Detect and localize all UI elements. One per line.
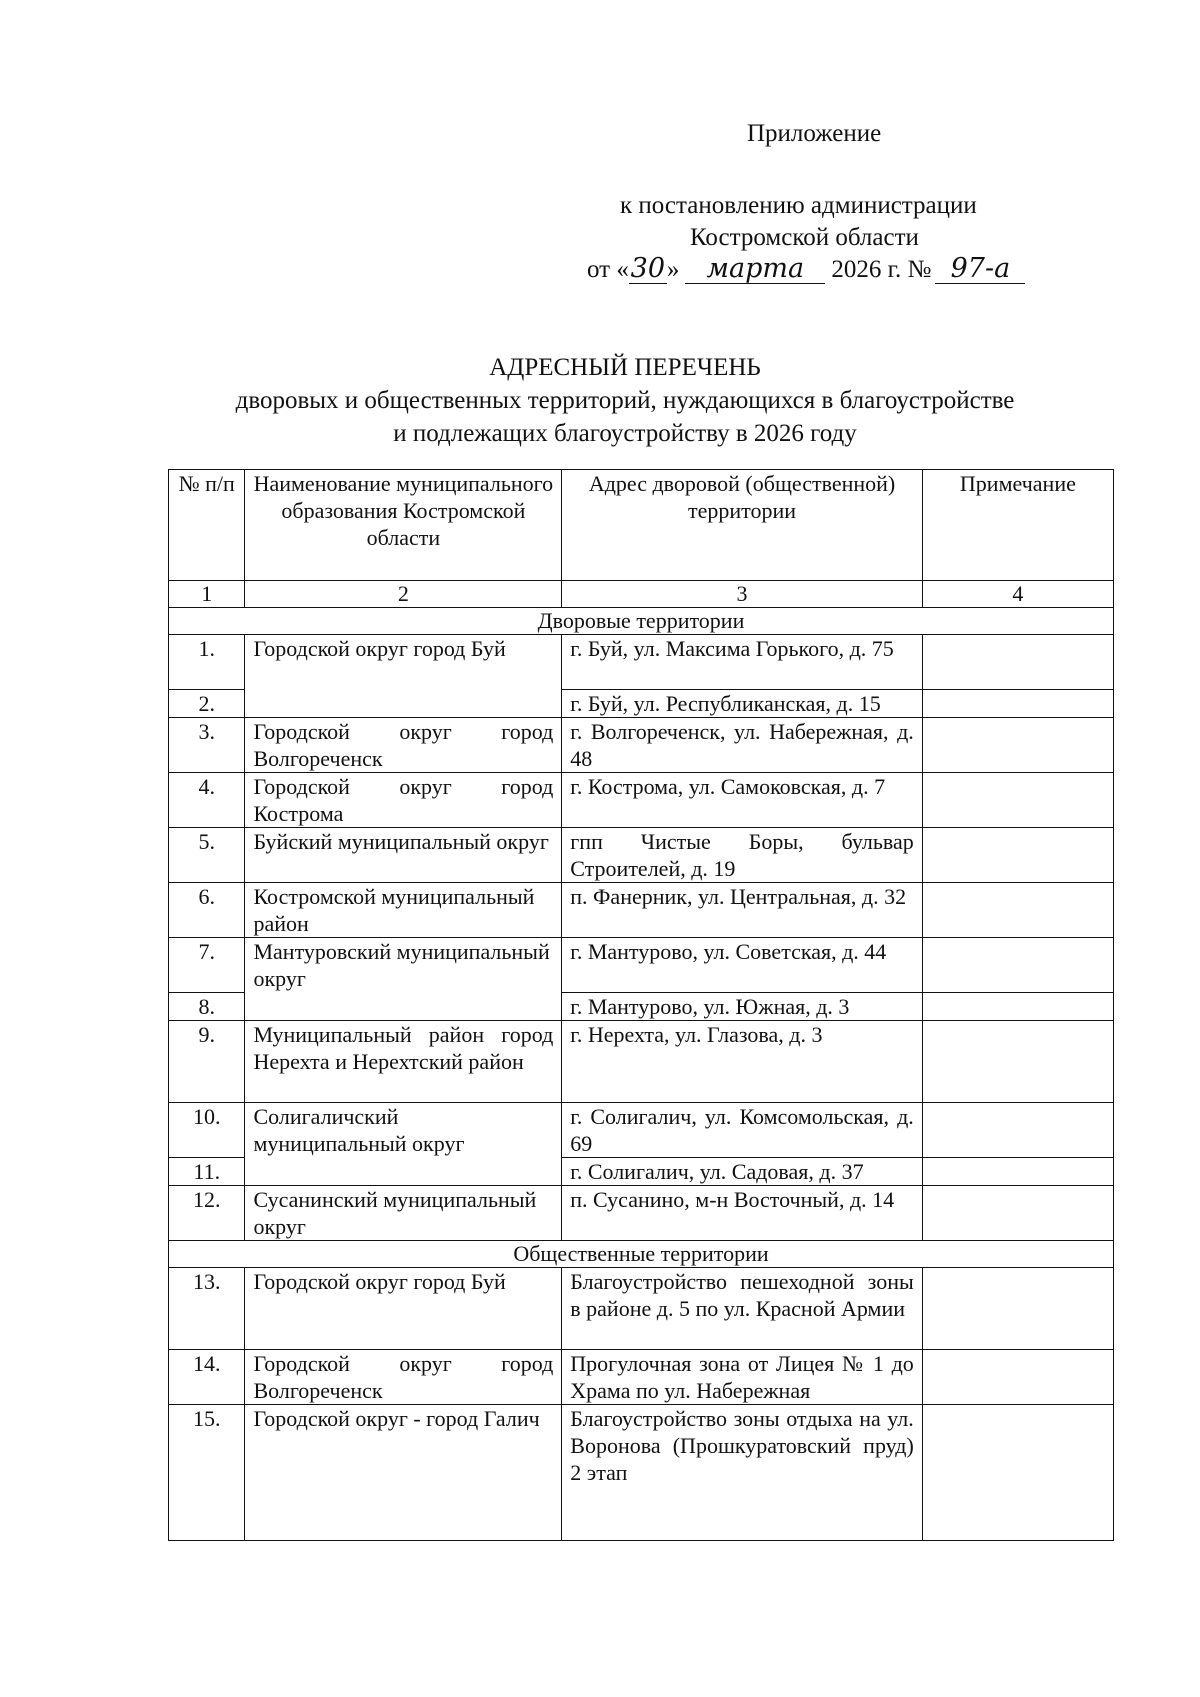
date-day-handwritten: 30	[630, 253, 666, 284]
column-number: 2	[245, 581, 562, 608]
table-row	[169, 773, 1114, 828]
table-header-row	[169, 470, 1114, 581]
header-cell-address: Адрес дворовой (общественной) территории	[562, 470, 923, 581]
section-title: Общественные территории	[169, 1241, 1114, 1268]
municipality-cell: Мантуровский муниципальный округ	[245, 938, 562, 1021]
date-prefix: от «	[587, 256, 629, 283]
note-cell	[922, 1021, 1113, 1103]
decree-date-line	[587, 254, 1025, 286]
address-cell: г. Солигалич, ул. Садовая, д. 37	[562, 1158, 923, 1186]
note-cell	[922, 1186, 1113, 1241]
note-cell	[922, 690, 1113, 718]
table-row	[169, 1103, 1114, 1158]
address-cell: п. Сусанино, м-н Восточный, д. 14	[562, 1186, 923, 1241]
table-row	[169, 1350, 1114, 1405]
table-row	[169, 828, 1114, 883]
row-number: 9.	[169, 1021, 245, 1103]
decree-ref-line2: Костромской области	[690, 224, 919, 251]
address-cell: г. Солигалич, ул. Комсомольская, д. 69	[562, 1103, 923, 1158]
address-cell: Прогулочная зона от Лицея № 1 до Храма по ул. Набережная	[562, 1350, 923, 1405]
row-number: 15.	[169, 1405, 245, 1541]
municipality-cell: Городской округ город Волгореченск	[245, 718, 562, 773]
column-number: 4	[922, 581, 1113, 608]
row-number: 1.	[169, 635, 245, 690]
header-cell-note: Примечание	[922, 470, 1113, 581]
date-mid: »	[666, 256, 680, 283]
row-number: 10.	[169, 1103, 245, 1158]
address-cell: Благоустройство пешеходной зоны в районе д. 5 по ул. Красной Армии	[562, 1268, 923, 1350]
table-row	[169, 1021, 1114, 1103]
municipality-cell: Городской округ город Буй	[245, 635, 562, 718]
table-row	[169, 718, 1114, 773]
appendix-label: Приложение	[747, 120, 882, 147]
row-number: 5.	[169, 828, 245, 883]
municipality-cell: Городской округ город Буй	[245, 1268, 562, 1350]
address-cell: г. Кострома, ул. Самоковская, д. 7	[562, 773, 923, 828]
table-row	[169, 938, 1114, 993]
note-cell	[922, 1103, 1113, 1158]
note-cell	[922, 1405, 1113, 1541]
doc-subtitle-line1: дворовых и общественных территорий, нуждающихся в благоустройстве	[235, 387, 1015, 414]
decree-ref-line1: к постановлению администрации	[620, 192, 977, 219]
section-title: Дворовые территории	[169, 608, 1114, 635]
note-cell	[922, 883, 1113, 938]
municipality-cell: Сусанинский муниципальный округ	[245, 1186, 562, 1241]
note-cell	[922, 635, 1113, 690]
address-cell: г. Мантурово, ул. Южная, д. 3	[562, 993, 923, 1021]
table-row	[169, 1186, 1114, 1241]
address-cell: г. Мантурово, ул. Советская, д. 44	[562, 938, 923, 993]
note-cell	[922, 1268, 1113, 1350]
address-cell: гпп Чистые Боры, бульвар Строителей, д. 19	[562, 828, 923, 883]
row-number: 14.	[169, 1350, 245, 1405]
address-cell: п. Фанерник, ул. Центральная, д. 32	[562, 883, 923, 938]
address-list-table	[168, 469, 1114, 1541]
doc-title: АДРЕСНЫЙ ПЕРЕЧЕНЬ	[489, 354, 761, 381]
header-cell-municipality: Наименование муниципального образования Костромской области	[245, 470, 562, 581]
row-number: 8.	[169, 993, 245, 1021]
address-cell: г. Нерехта, ул. Глазова, д. 3	[562, 1021, 923, 1103]
row-number: 4.	[169, 773, 245, 828]
row-number: 12.	[169, 1186, 245, 1241]
table-row	[169, 883, 1114, 938]
note-cell	[922, 1158, 1113, 1186]
note-cell	[922, 993, 1113, 1021]
address-cell: г. Буй, ул. Максима Горького, д. 75	[562, 635, 923, 690]
date-year: 2026 г. №	[831, 256, 932, 283]
table-row	[169, 635, 1114, 690]
row-number: 11.	[169, 1158, 245, 1186]
table-row	[169, 1405, 1114, 1541]
header-cell-number: № п/п	[169, 470, 245, 581]
note-cell	[922, 1350, 1113, 1405]
doc-subtitle-line2: и подлежащих благоустройству в 2026 году	[393, 420, 857, 447]
doc-number-handwritten: 97-а	[935, 255, 1025, 284]
municipality-cell: Городской округ - город Галич	[245, 1405, 562, 1541]
note-cell	[922, 828, 1113, 883]
municipality-cell: Муниципальный район город Нерехта и Нерехтский район	[245, 1021, 562, 1103]
municipality-cell: Городской округ город Волгореченск	[245, 1350, 562, 1405]
column-number-row	[169, 581, 1114, 608]
municipality-cell: Буйский муниципальный округ	[245, 828, 562, 883]
municipality-cell: Костромской муниципальный район	[245, 883, 562, 938]
date-month-handwritten: марта	[685, 255, 825, 284]
municipality-cell: Городской округ город Кострома	[245, 773, 562, 828]
address-cell: Благоустройство зоны отдыха на ул. Воронова (Прошкуратовский пруд) 2 этап	[562, 1405, 923, 1541]
column-number: 1	[169, 581, 245, 608]
row-number: 3.	[169, 718, 245, 773]
note-cell	[922, 718, 1113, 773]
section-row-yards	[169, 608, 1114, 635]
row-number: 13.	[169, 1268, 245, 1350]
section-row-public	[169, 1241, 1114, 1268]
note-cell	[922, 773, 1113, 828]
address-cell: г. Волгореченск, ул. Набережная, д. 48	[562, 718, 923, 773]
municipality-cell: Солигаличский муниципальный округ	[245, 1103, 562, 1186]
row-number: 6.	[169, 883, 245, 938]
table-row	[169, 1268, 1114, 1350]
address-cell: г. Буй, ул. Республиканская, д. 15	[562, 690, 923, 718]
row-number: 2.	[169, 690, 245, 718]
row-number: 7.	[169, 938, 245, 993]
note-cell	[922, 938, 1113, 993]
column-number: 3	[562, 581, 923, 608]
